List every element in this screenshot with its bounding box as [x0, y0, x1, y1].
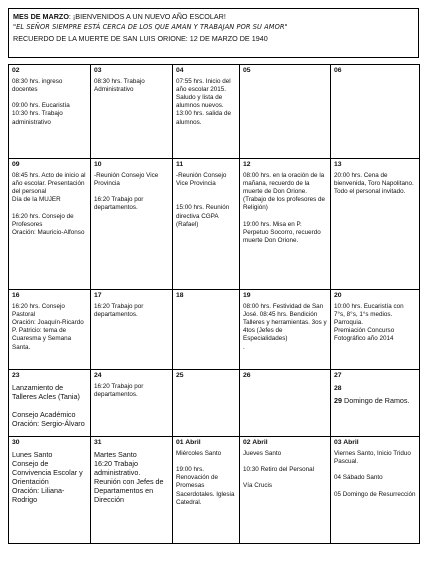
calendar-cell: [9, 159, 91, 290]
day-events: Lunes Santo Consejo de Convivencia Escolar y Orientación Oración: Liliana-Rodrigo: [12, 450, 83, 505]
header-title-line: [13, 11, 414, 22]
calendar-cell: [9, 65, 91, 159]
day-number: 29: [334, 396, 342, 406]
calendar-row: [9, 437, 420, 544]
day-events: -Reunión Consejo Vice Provincia 15:00 hrs. Reunión directiva CGPA (Rafael): [176, 172, 230, 228]
calendar-cell: [331, 159, 420, 290]
day-events: 08:45 hrs. Acto de inicio al año escolar. Presentación del personal Día de la MUJER 16:20 hrs. Consejo de Profesores Oración: Mauricio-Alfonso: [12, 172, 86, 236]
calendar-cell: [9, 290, 91, 370]
day-events: Martes Santo 16:20 Trabajo administrativo. Reunión con Jefes de Departamentos en Dirección: [94, 450, 164, 505]
calendar-table: [8, 64, 420, 544]
calendar-cell: [240, 65, 331, 159]
greeting-text: : ¡BIENVENIDOS A UN NUEVO AÑO ESCOLAR!: [68, 12, 226, 21]
day-events: [334, 396, 416, 405]
calendar-cell: [91, 370, 173, 437]
calendar-cell: [240, 290, 331, 370]
calendar-cell: [173, 290, 240, 370]
day-number: 18: [176, 292, 184, 299]
calendar-cell: [173, 437, 240, 544]
day-number: 16: [12, 292, 20, 299]
day-number: 25: [176, 372, 184, 379]
day-number: 30: [12, 439, 20, 446]
month-title: MES DE MARZO: [13, 12, 69, 21]
day-events: 16:20 Trabajo por departamentos.: [94, 383, 144, 399]
day-number: 10: [94, 161, 102, 168]
day-events: 08:00 hrs. Festividad de San José. 08:45 hrs. Bendición Talleres y herramientas. 3os y 4tos (Jefes de Especialidades) .: [243, 303, 327, 351]
day-events: Jueves Santo 10:30 Retiro del Personal Vía Crucis: [243, 450, 315, 490]
calendar-cell: [240, 159, 331, 290]
day-events: 10:00 hrs. Eucaristía con 7°s, 8°s, 1°s medios. Parroquia. Premiación Concurso Fotográfico año 2014: [334, 303, 404, 343]
calendar-cell: [331, 65, 420, 159]
day-number: 01 Abril: [176, 439, 201, 446]
calendar-cell: [91, 290, 173, 370]
day-events: 08:00 hrs. en la oración de la mañana, recuerdo de la muerte de Don Orione. (Trabajo de los profesores de Religión) 19:00 hrs. Misa en P. Perpetuo Socorro, recuerdo muerte Don Orione.: [243, 172, 326, 244]
calendar-row: [9, 290, 420, 370]
day-number: 17: [94, 292, 102, 299]
day-events: 08:30 hrs. ingreso docentes 09:00 hrs. Eucaristía 10:30 hrs. Trabajo administrativo: [12, 78, 70, 126]
header-box: [8, 8, 419, 58]
calendar-cell: [173, 370, 240, 437]
calendar-cell: [91, 159, 173, 290]
calendar-cell: [91, 65, 173, 159]
day-events-text: Domingo de Ramos.: [344, 396, 410, 406]
day-number: 02: [12, 67, 20, 74]
day-events: 07:55 hrs. Inicio del año escolar 2015. Saludo y lista de alumnos nuevos. 13:00 hrs. salida de alumnos.: [176, 78, 231, 126]
calendar-cell: [240, 437, 331, 544]
day-number: 04: [176, 67, 184, 74]
day-events: 20:00 hrs. Cena de bienvenida, Toro Napolitano. Todo el personal invitado.: [334, 172, 414, 196]
calendar-cell: [331, 370, 420, 437]
recuerdo-text: RECUERDO DE LA MUERTE DE SAN LUIS ORIONE: 12 DE MARZO DE 1940: [13, 34, 268, 43]
day-number: 02 Abril: [243, 439, 268, 446]
day-events: Miércoles Santo 19:00 hrs. Renovación de Promesas Sacerdotales. Iglesia Catedral.: [176, 450, 235, 506]
day-number: 27: [334, 372, 342, 379]
day-events: 08:30 hrs. Trabajo Administrativo: [94, 78, 145, 94]
day-number: 20: [334, 292, 342, 299]
day-events: -Reunión Consejo Vice Provincia 16:20 Trabajo por departamentos.: [94, 172, 159, 212]
calendar-row: [9, 65, 420, 159]
page: [8, 8, 419, 544]
day-number: 11: [176, 161, 184, 168]
day-events: Lanzamiento de Talleres Acles (Tania) Consejo Académico Oración: Sergio-Álvaro: [12, 383, 85, 429]
calendar-row: [9, 159, 420, 290]
day-number: 09: [12, 161, 20, 168]
quote-text: "EL SEÑOR SIEMPRE ESTÁ CERCA DE LOS QUE AMAN Y TRABAJAN POR SU AMOR": [13, 23, 288, 31]
calendar-cell: [173, 65, 240, 159]
day-events: 16:20 hrs. Consejo Pastoral Oración: Joaquín-Ricardo P. Patricio: tema de Cuaresma y Semana Santa.: [12, 303, 84, 351]
day-number: 03: [94, 67, 102, 74]
day-number: 31: [94, 439, 102, 446]
day-number: 06: [334, 67, 342, 74]
calendar-cell: [9, 370, 91, 437]
calendar-cell: [331, 437, 420, 544]
calendar-cell: [331, 290, 420, 370]
day-events: 16:20 Trabajo por departamentos.: [94, 303, 144, 319]
day-number: 19: [243, 292, 251, 299]
day-number: 05: [243, 67, 251, 74]
day-events: Viernes Santo, Inicio Triduo Pascual. 04 Sábado Santo 05 Domingo de Resurrección: [334, 450, 416, 498]
day-number: 13: [334, 161, 342, 168]
day-number: 28: [334, 385, 342, 393]
day-number: 23: [12, 372, 20, 379]
calendar-cell: [91, 437, 173, 544]
calendar-cell: [240, 370, 331, 437]
calendar-cell: [173, 159, 240, 290]
day-number: 03 Abril: [334, 439, 359, 446]
day-number: 26: [243, 372, 251, 379]
calendar-row: [9, 370, 420, 437]
day-number: 24: [94, 372, 102, 379]
day-number: 12: [243, 161, 251, 168]
calendar-cell: [9, 437, 91, 544]
